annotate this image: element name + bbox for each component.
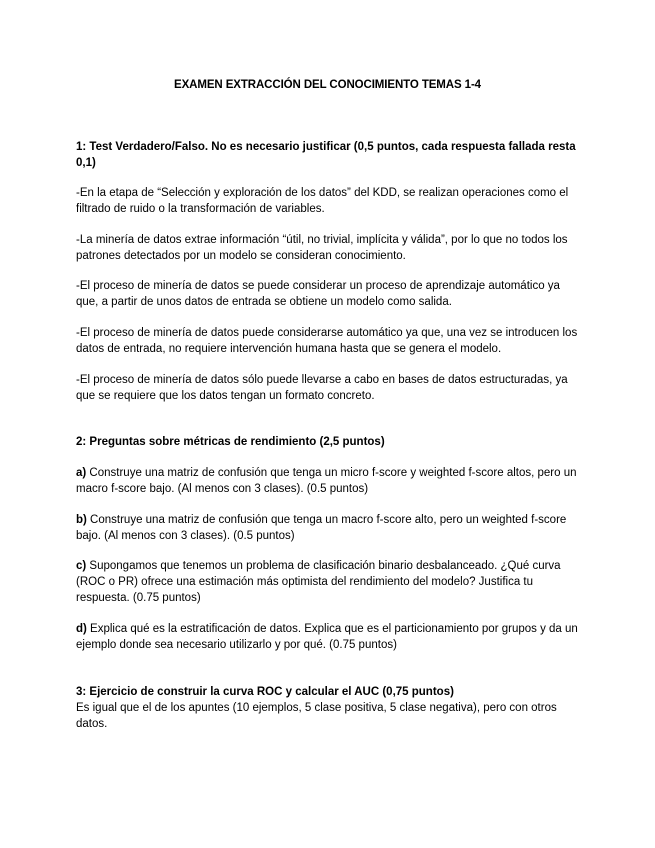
s1-item-1 bbox=[76, 185, 579, 217]
question-label: b) bbox=[76, 514, 87, 526]
true-false-statement: -El proceso de minería de datos puede considerarse automático ya que, una vez se introducen los datos de entrada, no requiere intervención humana hasta que se genera el modelo. bbox=[76, 327, 578, 355]
s1-item-2 bbox=[76, 232, 579, 264]
s2-question-c bbox=[76, 558, 579, 606]
question-text: Supongamos que tenemos un problema de clasificación binario desbalanceado. ¿Qué curva (ROC o PR) ofrece una estimación más optimista del rendimiento del modelo? Justifica tu respuesta. (0.75 puntos) bbox=[76, 560, 561, 604]
section-2-heading bbox=[76, 434, 579, 450]
true-false-statement: -La minería de datos extrae información “útil, no trivial, implícita y válida”, por lo que no todos los patrones detectados por un modelo se consideran conocimiento. bbox=[76, 234, 568, 262]
section-1-heading bbox=[76, 139, 579, 171]
true-false-statement: -El proceso de minería de datos se puede considerar un proceso de aprendizaje automático ya que, a partir de unos datos de entrada se obtiene un modelo como salida. bbox=[76, 280, 560, 308]
question-label: a) bbox=[76, 467, 87, 479]
s2-question-a bbox=[76, 465, 579, 497]
question-text: Construye una matriz de confusión que tenga un macro f-score alto, pero un weighted f-score bajo. (Al menos con 3 clases). (0.5 puntos) bbox=[76, 514, 567, 542]
section-3 bbox=[76, 684, 579, 732]
section-heading: 2: Preguntas sobre métricas de rendimiento (2,5 puntos) bbox=[76, 436, 385, 448]
s1-item-5 bbox=[76, 372, 579, 404]
s2-question-d bbox=[76, 621, 579, 653]
s1-item-4 bbox=[76, 325, 579, 357]
section-3-text: Es igual que el de los apuntes (10 ejemplos, 5 clase positiva, 5 clase negativa), pero con otros datos. bbox=[76, 702, 557, 730]
section-heading: 3: Ejercicio de construir la curva ROC y calcular el AUC (0,75 puntos) bbox=[76, 686, 454, 698]
question-label: c) bbox=[76, 560, 87, 572]
section-heading: 1: Test Verdadero/Falso. No es necesario justificar (0,5 puntos, cada respuesta fallada resta 0,1) bbox=[76, 141, 576, 169]
exam-title: EXAMEN EXTRACCIÓN DEL CONOCIMIENTO TEMAS 1-4 bbox=[174, 79, 481, 91]
s1-item-3 bbox=[76, 278, 579, 310]
s2-question-b bbox=[76, 512, 579, 544]
true-false-statement: -El proceso de minería de datos sólo puede llevarse a cabo en bases de datos estructuradas, ya que se requiere que los datos tengan un formato concreto. bbox=[76, 374, 568, 402]
true-false-statement: -En la etapa de “Selección y exploración de los datos” del KDD, se realizan operaciones como el filtrado de ruido o la transformación de variables. bbox=[76, 187, 569, 215]
question-text: Explica qué es la estratificación de datos. Explica que es el particionamiento por grupos y da un ejemplo donde sea necesario utilizarlo y por qué. (0.75 puntos) bbox=[76, 623, 578, 651]
question-text: Construye una matriz de confusión que tenga un micro f-score y weighted f-score altos, pero un macro f-score bajo. (Al menos con 3 clases). (0.5 puntos) bbox=[76, 467, 577, 495]
question-label: d) bbox=[76, 623, 87, 635]
